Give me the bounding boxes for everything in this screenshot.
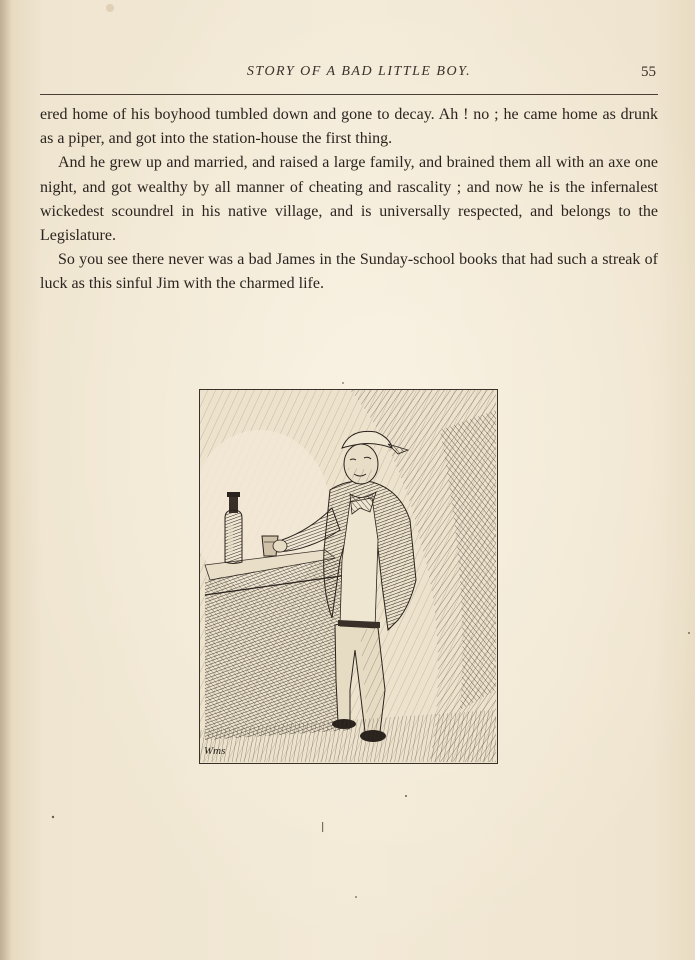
running-title: STORY OF A BAD LITTLE BOY. xyxy=(246,64,472,79)
artist-signature: Wms xyxy=(204,745,226,757)
paragraph-2: And he grew up and married, and raised a large family, and brained them all with an axe one night, and got wealthy by all manner of cheating and rascality ; and now he is the infernalest wickedest scoundrel in his native village, and is universally respected, and belongs to the Legislature. xyxy=(40,154,658,245)
paragraph-3: So you see there never was a bad James in the Sunday-school books that had such a streak of luck as this sinful Jim with the charmed life. xyxy=(40,251,658,293)
page-number: 55 xyxy=(641,64,656,80)
paragraph-1: ered home of his boyhood tumbled down and gone to decay. Ah ! no ; he came home as drunk as a piper, and got into the station-house the first thing. xyxy=(40,106,658,148)
